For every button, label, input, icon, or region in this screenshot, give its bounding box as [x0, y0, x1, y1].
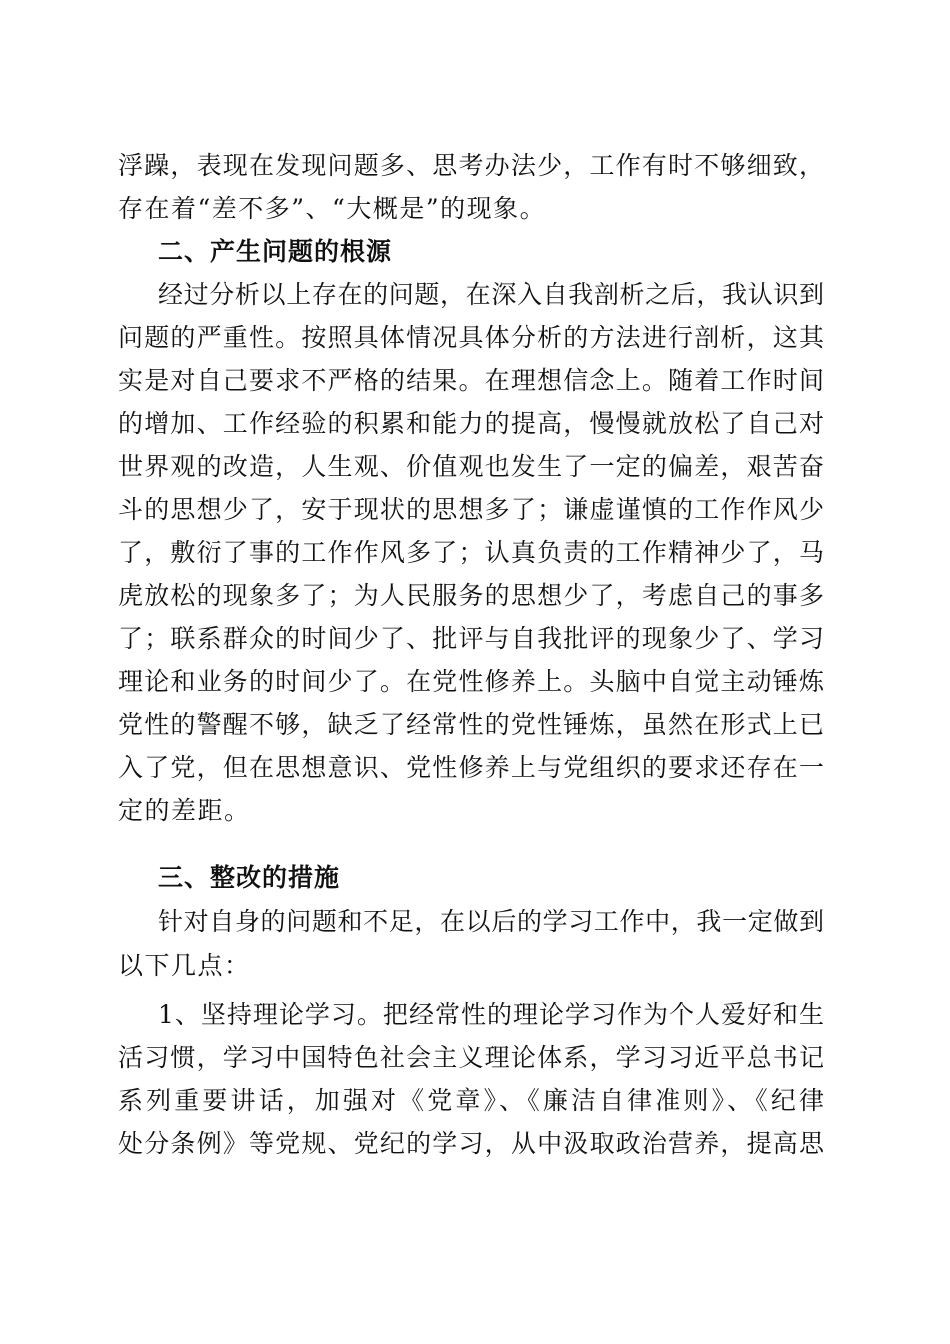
- paragraph-line: 定的差距。: [118, 796, 251, 825]
- paragraph-line: 了，敷衍了事的工作作风多了；认真负责的工作精神少了，马: [118, 538, 824, 567]
- paragraph-line: 的增加、工作经验的积累和能力的提高，慢慢就放松了自己对: [118, 409, 824, 438]
- paragraph-line: 1、坚持理论学习。把经常性的理论学习作为个人爱好和生: [158, 1000, 824, 1029]
- paragraph-line: 针对自身的问题和不足，在以后的学习工作中，我一定做到: [158, 907, 824, 936]
- paragraph-line: 了；联系群众的时间少了、批评与自我批评的现象少了、学习: [118, 624, 824, 653]
- paragraph-line: 斗的思想少了，安于现状的思想多了；谦虚谨慎的工作作风少: [118, 495, 824, 524]
- paragraph-line: 实是对自己要求不严格的结果。在理想信念上。随着工作时间: [118, 366, 824, 395]
- paragraph-line: 系列重要讲话，加强对《党章》、《廉洁自律准则》、《纪律: [118, 1086, 824, 1115]
- paragraph-line: 存在着“差不多”、“大概是”的现象。: [118, 194, 547, 223]
- paragraph-line: 活习惯，学习中国特色社会主义理论体系，学习习近平总书记: [118, 1043, 824, 1072]
- paragraph-line: 入了党，但在思想意识、党性修养上与党组织的要求还存在一: [118, 753, 824, 782]
- paragraph-line: 党性的警醒不够，缺乏了经常性的党性锤炼，虽然在形式上已: [118, 710, 824, 739]
- paragraph-line: 理论和业务的时间少了。在党性修养上。头脑中自觉主动锤炼: [118, 667, 824, 696]
- paragraph-line: 浮躁，表现在发现问题多、思考办法少，工作有时不够细致，: [118, 151, 824, 180]
- paragraph-line: 处分条例》等党规、党纪的学习，从中汲取政治营养，提高思: [118, 1129, 824, 1158]
- paragraph-line: 经过分析以上存在的问题，在深入自我剖析之后，我认识到: [158, 280, 824, 309]
- paragraph-line: 世界观的改造，人生观、价值观也发生了一定的偏差，艰苦奋: [118, 452, 824, 481]
- section-heading: 二、产生问题的根源: [158, 237, 393, 266]
- paragraph-line: 以下几点：: [118, 951, 251, 980]
- paragraph-line: 问题的严重性。按照具体情况具体分析的方法进行剖析，这其: [118, 323, 824, 352]
- section-heading: 三、整改的措施: [158, 863, 341, 892]
- paragraph-line: 虎放松的现象多了；为人民服务的思想少了，考虑自己的事多: [118, 581, 824, 610]
